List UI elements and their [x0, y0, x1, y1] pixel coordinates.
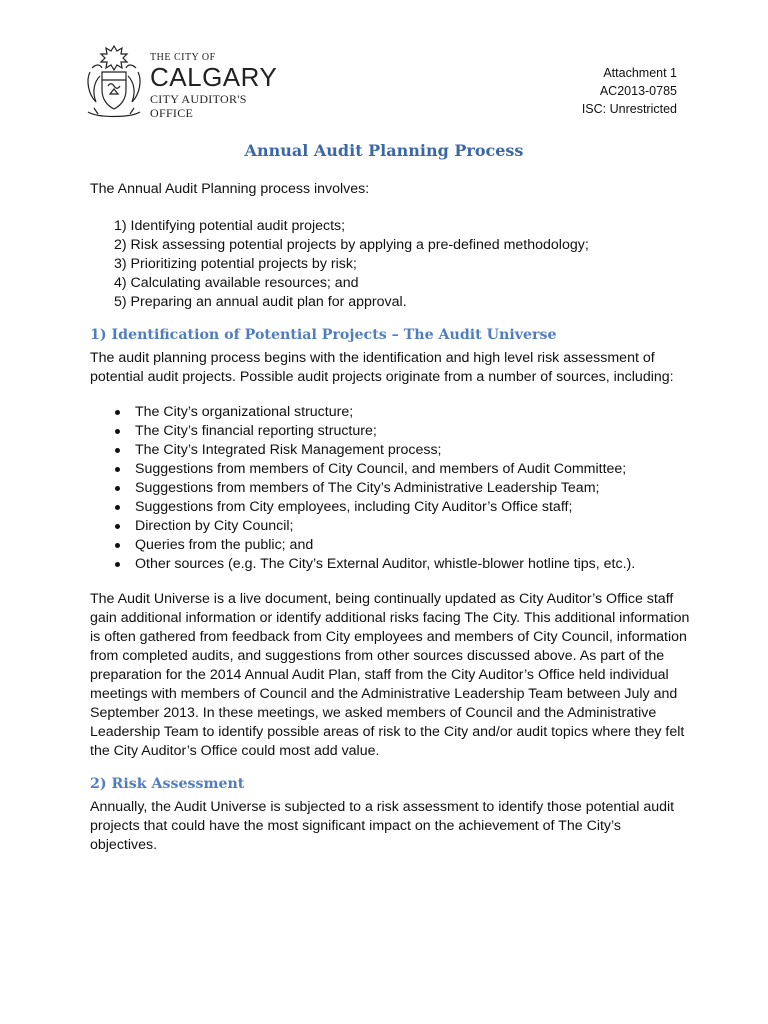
document-body — [90, 180, 690, 855]
attachment-label: Attachment 1 — [603, 66, 677, 80]
city-logo — [82, 42, 282, 120]
list-item: Queries from the public; and — [90, 536, 690, 555]
list-item: 1) Identifying potential audit projects; — [114, 218, 346, 234]
list-item: The City’s organizational structure; — [90, 403, 690, 422]
coat-of-arms-icon — [82, 42, 146, 120]
logo-city-name: CALGARY — [150, 62, 278, 92]
list-item: 3) Prioritizing potential projects by risk; — [114, 256, 357, 272]
list-item: 4) Calculating available resources; and — [114, 275, 359, 291]
list-item: The City’s Integrated Risk Management process; — [90, 441, 690, 460]
list-item: Suggestions from members of City Council, and members of Audit Committee; — [90, 460, 690, 479]
list-item: Suggestions from City employees, including City Auditor’s Office staff; — [90, 498, 690, 517]
audit-universe-paragraph: The Audit Universe is a live document, being continually updated as City Auditor’s Office staff gain additional information or identify additional risks facing The City. This additional information is often gathered from feedback from City employees and members of City Council, information from completed audits, and suggestions from other sources discussed above. As part of the preparation for the 2014 Annual Audit Plan, staff from the City Auditor’s Office held individual meetings with members of Council and the Administrative Leadership Team between July and September 2013. In these meetings, we asked members of Council and the Administrative Leadership Team to identify possible areas of risk to the City and/or audit topics where they felt the City Auditor’s Office could most add value. — [90, 591, 690, 759]
list-item: 5) Preparing an annual audit plan for approval. — [114, 294, 407, 310]
page-title: Annual Audit Planning Process — [244, 141, 524, 160]
document-reference — [582, 64, 677, 118]
section1-paragraph: The audit planning process begins with the identification and high level risk assessment of potential audit projects. Possible audit projects originate from a number of sources, including: — [90, 350, 674, 385]
list-item: Direction by City Council; — [90, 517, 690, 536]
list-item: Suggestions from members of The City’s Administrative Leadership Team; — [90, 479, 690, 498]
intro-text: The Annual Audit Planning process involves: — [90, 181, 370, 197]
sources-bullet-list — [90, 403, 690, 574]
logo-small-text: THE CITY OF — [150, 52, 216, 63]
logo-wordmark — [150, 52, 282, 120]
isc-classification: ISC: Unrestricted — [581, 102, 677, 116]
list-item: 2) Risk assessing potential projects by applying a pre-defined methodology; — [114, 237, 589, 253]
report-number: AC2013-0785 — [599, 84, 677, 98]
section-heading-audit-universe: 1) Identification of Potential Projects – The Audit Universe — [90, 327, 557, 343]
list-item: The City’s financial reporting structure; — [90, 422, 690, 441]
logo-office-name: CITY AUDITOR'S OFFICE — [150, 92, 247, 120]
process-steps-list — [90, 217, 690, 312]
list-item: Other sources (e.g. The City’s External Auditor, whistle-blower hotline tips, etc.). — [90, 555, 690, 574]
section-heading-risk-assessment: 2) Risk Assessment — [90, 776, 245, 792]
risk-assessment-paragraph: Annually, the Audit Universe is subjected to a risk assessment to identify those potential audit projects that could have the most significant impact on the achievement of The City’s objectives. — [90, 799, 675, 853]
